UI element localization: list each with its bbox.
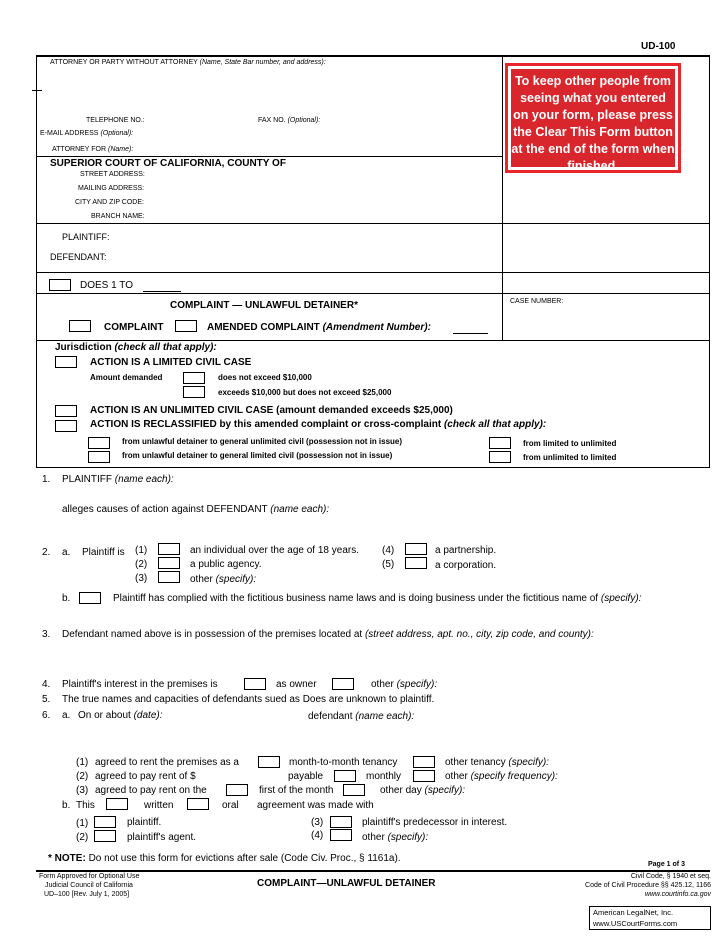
parties-rule — [36, 223, 710, 224]
item-6-1-number: (1) — [76, 757, 89, 768]
email-field[interactable] — [150, 127, 495, 139]
attorney-field-marker — [32, 90, 42, 91]
corporation-checkbox[interactable] — [405, 557, 427, 569]
jurisdiction-label: Jurisdiction (check all that apply): — [55, 342, 217, 353]
reclassified-label: ACTION IS RECLASSIFIED by this amended complaint or cross-complaint (check all that apply): — [90, 419, 547, 430]
made-with-agent-label: plaintiff's agent. — [127, 832, 196, 843]
public-agency-checkbox[interactable] — [158, 557, 180, 569]
interest-other-checkbox[interactable] — [332, 678, 354, 690]
attorney-for-label: ATTORNEY FOR (Name): — [52, 146, 134, 153]
amended-complaint-label: AMENDED COMPLAINT (Amendment Number): — [207, 322, 431, 333]
reclassified-checkbox[interactable] — [55, 420, 77, 432]
partnership-label: a partnership. — [435, 545, 497, 556]
item-2a-1-number: (1) — [135, 545, 148, 556]
item-2a-letter: a. — [62, 547, 71, 558]
interest-other-label: other (specify): — [371, 679, 438, 690]
unlimited-to-limited-checkbox[interactable] — [489, 451, 511, 463]
item-1-plaintiff-label: PLAINTIFF (name each): — [62, 474, 174, 485]
exceeds-10000-checkbox[interactable] — [183, 386, 205, 398]
clear-form-notice — [505, 63, 681, 173]
form-approved — [39, 872, 139, 899]
left-border — [36, 55, 37, 293]
notice-text: To keep other people from seeing what you entered on your form, please press the Clear This Form button at the end of the form when finished. — [511, 69, 675, 167]
agreement-date-field[interactable] — [168, 708, 298, 721]
unlimited-case-label: ACTION IS AN UNLIMITED CIVIL CASE (amount demanded exceeds $25,000) — [90, 405, 453, 416]
made-with-predecessor-checkbox[interactable] — [330, 816, 352, 828]
item-2a-3-number: (3) — [135, 573, 148, 584]
complaint-title: COMPLAINT — UNLAWFUL DETAINER* — [170, 300, 358, 311]
first-of-month-checkbox[interactable] — [226, 784, 248, 796]
unlimited-case-checkbox[interactable] — [55, 405, 77, 417]
rent-amount-label: agreed to pay rent of $ — [95, 771, 196, 782]
mailing-address-label: MAILING ADDRESS: — [78, 185, 145, 192]
as-owner-label: as owner — [276, 679, 317, 690]
corporation-label: a corporation. — [435, 560, 497, 571]
rent-premises-label: agreed to rent the premises as a — [95, 757, 239, 768]
made-with-agent-checkbox[interactable] — [94, 830, 116, 842]
item-6a-defendant-label: defendant (name each): — [308, 711, 415, 722]
item-6b-3-number: (3) — [311, 817, 324, 828]
title-middle-border — [502, 293, 503, 340]
on-or-about-label: On or about (date): — [78, 710, 163, 721]
jurisdiction-left-border — [36, 340, 37, 467]
court-website: www.courtinfo.ca.gov — [644, 891, 711, 898]
item-2a-4-number: (4) — [382, 545, 395, 556]
county-field[interactable] — [290, 157, 495, 169]
does-rule — [36, 272, 710, 273]
item-4-number: 4. — [42, 679, 51, 690]
exceeds-10000-label: exceeds $10,000 but does not exceed $25,000 — [218, 388, 392, 397]
oral-label: oral — [222, 800, 239, 811]
does-number-field[interactable] — [143, 291, 181, 292]
item-6-2-number: (2) — [76, 771, 89, 782]
other-tenancy-label: other tenancy (specify): — [445, 757, 549, 768]
mailing-address-field[interactable] — [150, 183, 495, 194]
other-frequency-label: other (specify frequency): — [445, 771, 558, 782]
monthly-label: monthly — [366, 771, 402, 782]
page-number: Page 1 of 3 — [648, 861, 685, 868]
legalnet-badge — [589, 906, 711, 930]
unlimited-to-limited-label: from unlimited to limited — [523, 453, 617, 462]
legalnet-url: www.USCourtForms.com — [593, 919, 678, 928]
not-exceed-10000-label: does not exceed $10,000 — [218, 373, 312, 382]
defendant-label: DEFENDANT: — [50, 252, 107, 262]
fax-field[interactable] — [325, 114, 495, 126]
title-rule — [36, 293, 710, 294]
other-day-checkbox[interactable] — [343, 784, 365, 796]
item-2b-letter: b. — [62, 593, 71, 604]
premises-label: Defendant named above is in possession of the premises located at (street address, apt. no., city, zip code, and county): — [62, 629, 594, 640]
payable-label: payable — [288, 771, 324, 782]
code-line-2: Code of Civil Procedure §§ 425.12, 1166 — [585, 882, 711, 889]
item-6b-letter: b. — [62, 800, 71, 811]
does-label: DOES 1 TO — [80, 280, 133, 291]
fictitious-name-checkbox[interactable] — [79, 592, 101, 604]
as-owner-checkbox[interactable] — [244, 678, 266, 690]
limited-case-checkbox[interactable] — [55, 356, 77, 368]
item-1-alleges-label: alleges causes of action against DEFENDANT (name each): — [62, 504, 330, 515]
amount-demanded-label: Amount demanded — [90, 373, 163, 382]
approved-line-1: Form Approved for Optional Use — [39, 873, 140, 880]
form-id: UD-100 — [641, 41, 676, 52]
item-6-3-number: (3) — [76, 785, 89, 796]
interest-label: Plaintiff's interest in the premises is — [62, 679, 218, 690]
limited-case-label: ACTION IS A LIMITED CIVIL CASE — [90, 357, 252, 368]
complaint-option-label: COMPLAINT — [104, 322, 164, 333]
right-border — [709, 55, 710, 293]
to-general-unlimited-checkbox[interactable] — [88, 437, 110, 449]
month-to-month-checkbox[interactable] — [258, 756, 280, 768]
month-to-month-label: month-to-month tenancy — [289, 757, 398, 768]
item-6b-4-number: (4) — [311, 830, 324, 841]
item-1-defendant-field[interactable] — [350, 502, 705, 515]
oral-checkbox[interactable] — [187, 798, 209, 810]
city-zip-label: CITY AND ZIP CODE: — [75, 199, 144, 206]
email-label: E-MAIL ADDRESS (Optional): — [40, 130, 134, 137]
branch-name-label: BRANCH NAME: — [91, 213, 145, 220]
attorney-name-field[interactable] — [38, 69, 498, 93]
other-frequency-checkbox[interactable] — [413, 770, 435, 782]
rent-amount-field[interactable] — [204, 769, 279, 782]
interest-other-field[interactable] — [445, 677, 705, 690]
plaintiff-other-checkbox[interactable] — [158, 571, 180, 583]
item-2a-2-number: (2) — [135, 559, 148, 570]
top-rule — [36, 55, 710, 57]
item-6b-2-number: (2) — [76, 832, 89, 843]
item-3-number: 3. — [42, 629, 51, 640]
plaintiff-other-label: other (specify): — [190, 574, 257, 585]
made-with-predecessor-label: plaintiff's predecessor in interest. — [362, 817, 508, 828]
plaintiff-label: PLAINTIFF: — [62, 232, 110, 242]
title-left-border — [36, 293, 37, 340]
limited-to-unlimited-checkbox[interactable] — [489, 437, 511, 449]
jurisdiction-right-border — [709, 340, 710, 467]
item-2a-5-number: (5) — [382, 559, 395, 570]
item-6a-defendant-field[interactable] — [425, 708, 705, 721]
individual-label: an individual over the age of 18 years. — [190, 545, 359, 556]
amendment-number-field[interactable] — [453, 333, 488, 334]
case-number-field[interactable] — [510, 310, 705, 336]
defendant-field[interactable] — [115, 249, 495, 262]
approved-line-2: Judicial Council of California — [45, 882, 133, 889]
monthly-checkbox[interactable] — [334, 770, 356, 782]
item-6a-letter: a. — [62, 710, 71, 721]
public-agency-label: a public agency. — [190, 559, 262, 570]
item-1-plaintiff-field[interactable] — [175, 472, 705, 485]
code-citations — [520, 872, 711, 899]
attorney-label: ATTORNEY OR PARTY WITHOUT ATTORNEY (Name, State Bar number, and address): — [50, 59, 326, 66]
item-5-number: 5. — [42, 694, 51, 705]
to-general-unlimited-label: from unlawful detainer to general unlimited civil (possession not in issue) — [122, 437, 403, 446]
street-address-field[interactable] — [150, 169, 495, 180]
item-6b-1-number: (1) — [76, 818, 89, 829]
other-day-label: other day (specify): — [380, 785, 466, 796]
to-general-limited-checkbox[interactable] — [88, 451, 110, 463]
branch-name-field[interactable] — [150, 211, 495, 222]
footer-note: * NOTE: Do not use this form for evictions after sale (Code Civ. Proc., § 1161a). — [48, 853, 401, 864]
complaint-checkbox[interactable] — [69, 320, 91, 332]
telephone-label: TELEPHONE NO.: — [86, 117, 145, 124]
legalnet-name: American LegalNet, Inc. — [593, 908, 674, 917]
made-with-other-checkbox[interactable] — [330, 829, 352, 841]
does-unknown-text: The true names and capacities of defendants sued as Does are unknown to plaintiff. — [62, 694, 435, 705]
made-with-plaintiff-checkbox[interactable] — [94, 816, 116, 828]
to-general-limited-label: from unlawful detainer to general limited civil (possession not in issue) — [122, 451, 393, 460]
premises-address-field[interactable] — [62, 644, 707, 670]
street-address-label: STREET ADDRESS: — [80, 171, 145, 178]
approved-line-3: UD–100 [Rev. July 1, 2005] — [44, 891, 130, 898]
city-zip-field[interactable] — [150, 197, 495, 208]
partnership-checkbox[interactable] — [405, 543, 427, 555]
limited-to-unlimited-label: from limited to unlimited — [523, 439, 617, 448]
agreement-made-with-label: agreement was made with — [257, 800, 374, 811]
fictitious-name-label: Plaintiff has complied with the fictitious business name laws and is doing business under the fictitious name of (specify): — [113, 593, 642, 604]
case-number-label: CASE NUMBER: — [510, 298, 564, 305]
middle-border — [502, 55, 503, 293]
item-2a-label: Plaintiff is — [82, 547, 125, 558]
fax-label: FAX NO. (Optional): — [258, 117, 321, 124]
court-title: SUPERIOR COURT OF CALIFORNIA, COUNTY OF — [50, 158, 286, 169]
attorney-for-field[interactable] — [135, 143, 495, 155]
made-with-other-field[interactable] — [435, 829, 705, 842]
amended-complaint-checkbox[interactable] — [175, 320, 197, 332]
telephone-field[interactable] — [150, 114, 250, 126]
item-6-number: 6. — [42, 710, 51, 721]
jurisdiction-top-rule — [36, 340, 710, 341]
item-1-number: 1. — [42, 474, 51, 485]
item-2-number: 2. — [42, 547, 51, 558]
does-checkbox[interactable] — [49, 279, 71, 291]
footer-title: COMPLAINT—UNLAWFUL DETAINER — [257, 878, 436, 889]
rent-due-label: agreed to pay rent on the — [95, 785, 207, 796]
written-checkbox[interactable] — [106, 798, 128, 810]
code-line-1: Civil Code, § 1940 et seq. — [630, 873, 711, 880]
first-of-month-label: first of the month — [259, 785, 334, 796]
individual-checkbox[interactable] — [158, 543, 180, 555]
title-right-border — [709, 293, 710, 340]
this-label: This — [76, 800, 95, 811]
made-with-other-label: other (specify): — [362, 832, 429, 843]
jurisdiction-bottom-rule — [36, 467, 710, 468]
other-tenancy-checkbox[interactable] — [413, 756, 435, 768]
written-label: written — [144, 800, 174, 811]
plaintiff-field[interactable] — [115, 229, 495, 242]
not-exceed-10000-checkbox[interactable] — [183, 372, 205, 384]
made-with-plaintiff-label: plaintiff. — [127, 817, 162, 828]
